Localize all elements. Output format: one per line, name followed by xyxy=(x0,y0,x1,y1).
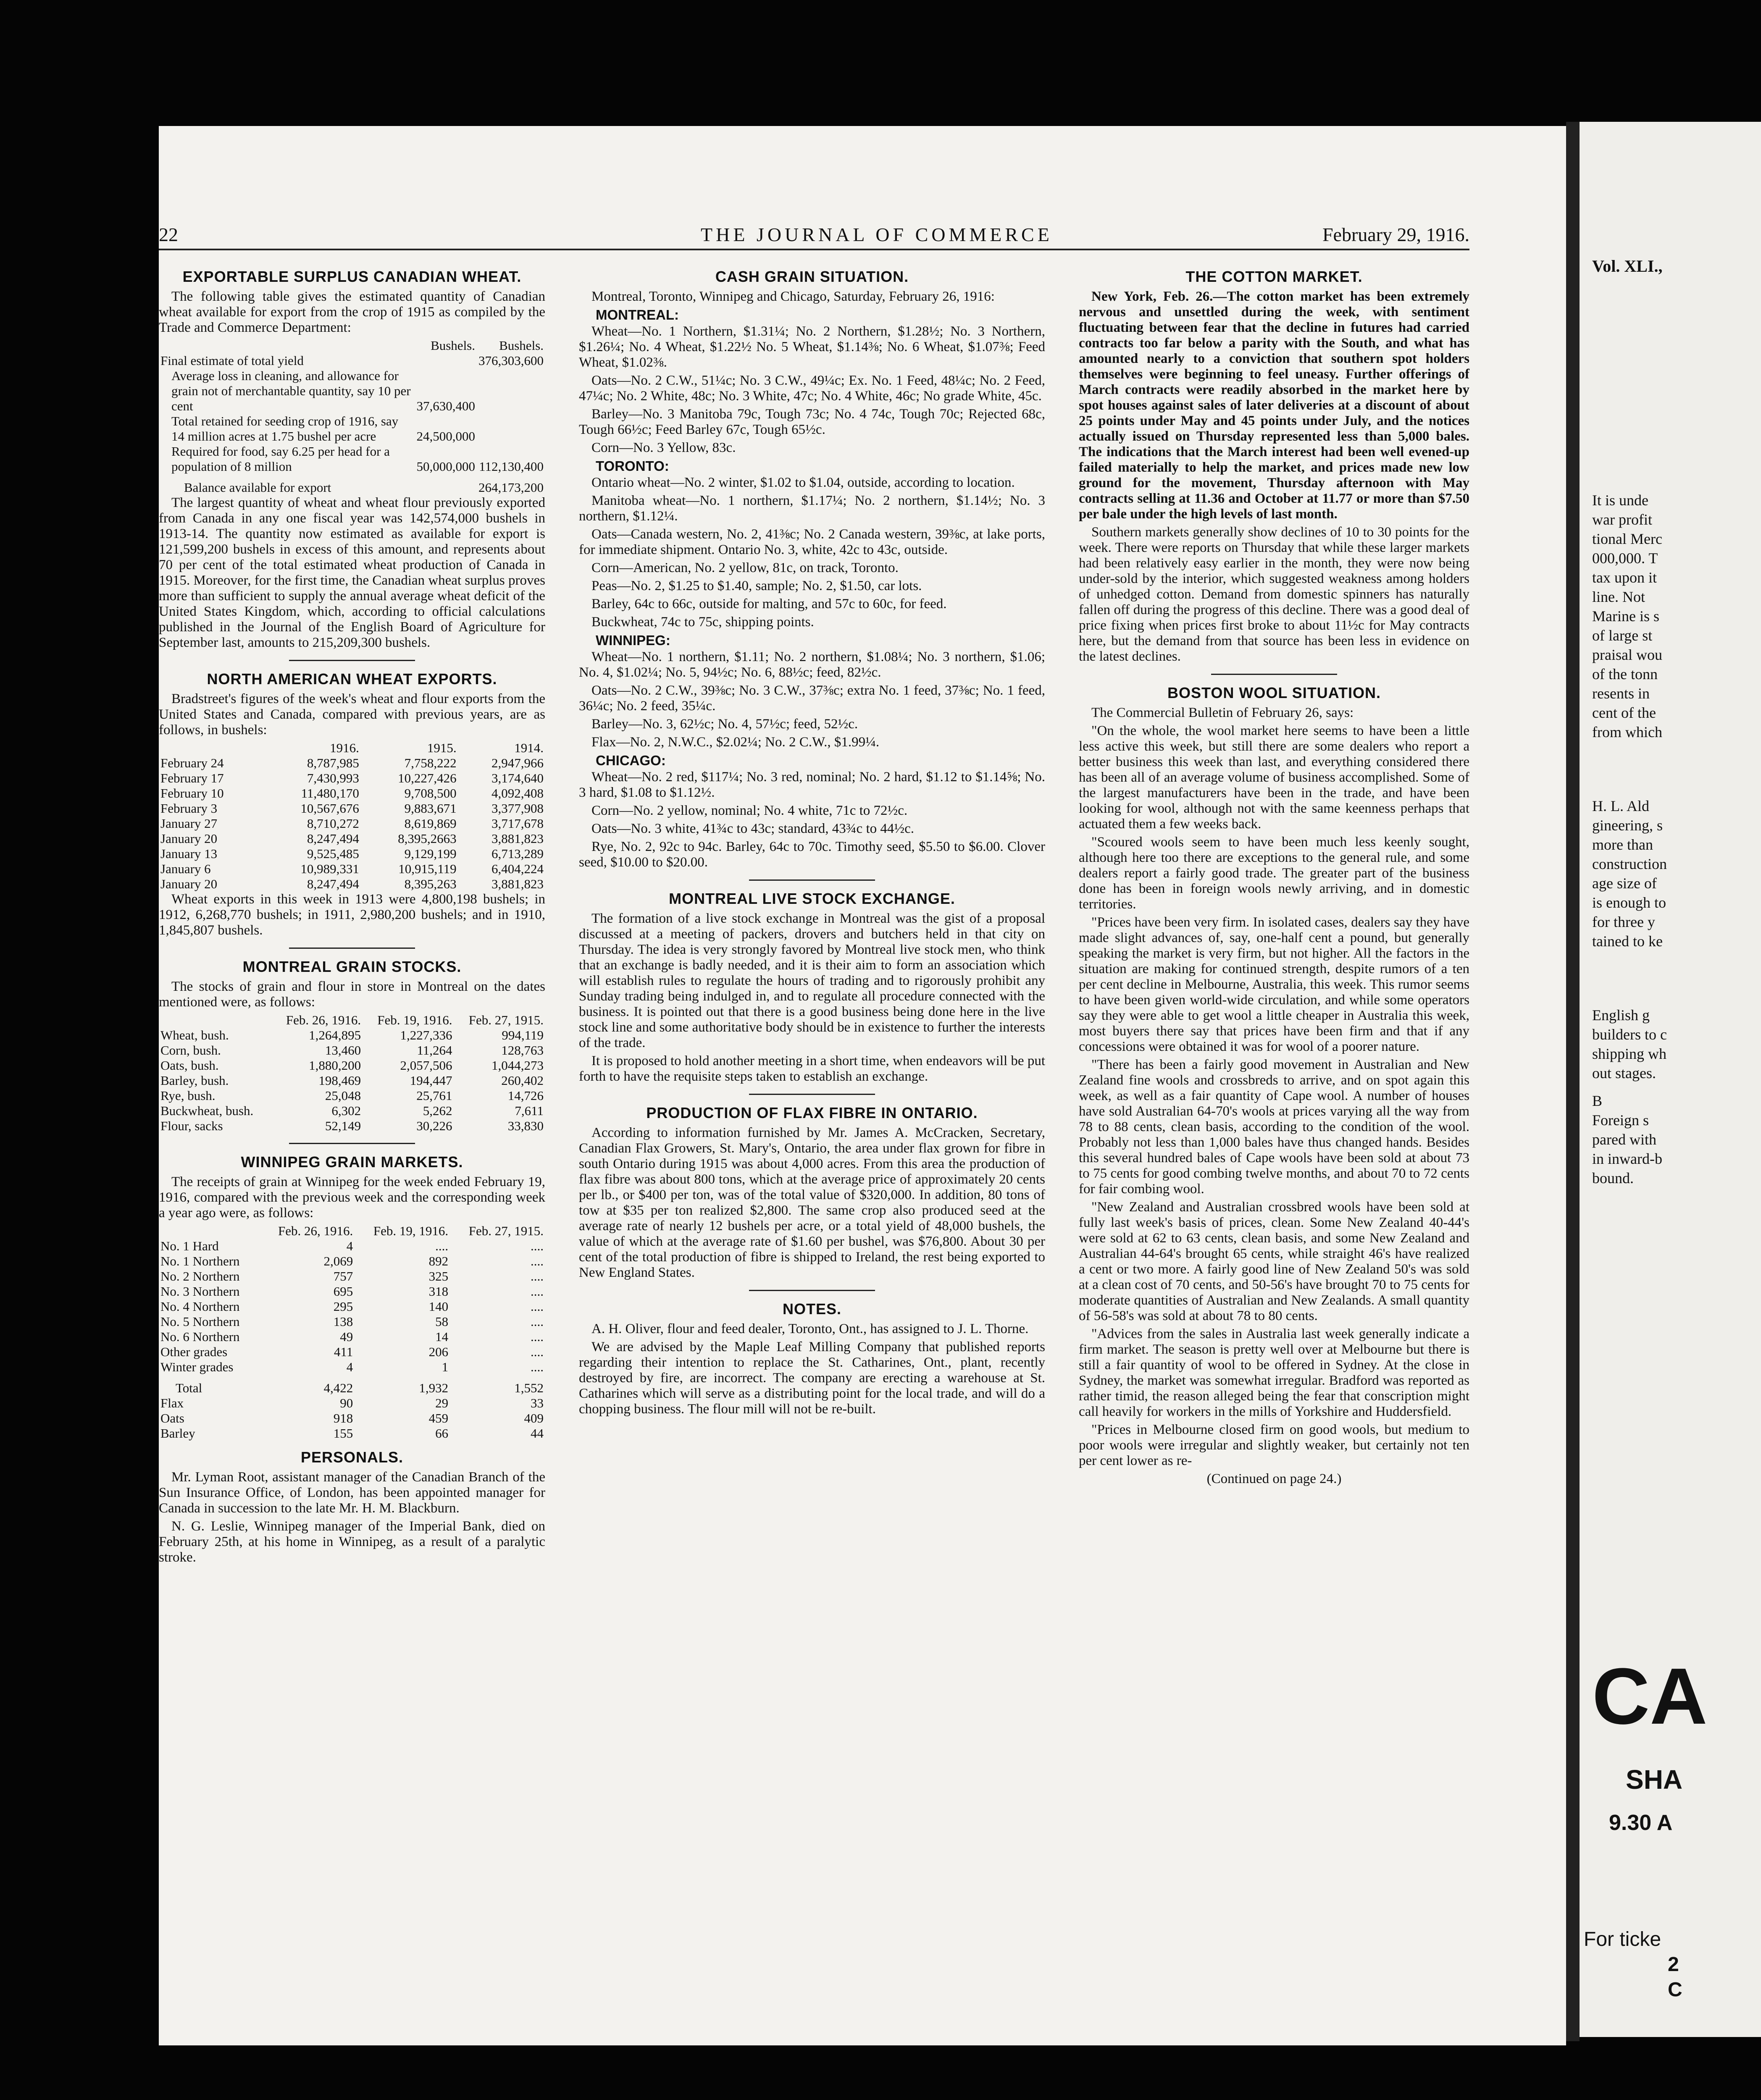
na-exports-heading: NORTH AMERICAN WHEAT EXPORTS. xyxy=(207,670,497,688)
cell: 50,000,000 xyxy=(416,459,475,474)
cell: 13,460 xyxy=(325,1043,361,1058)
cell: 8,619,869 xyxy=(404,816,457,831)
col-head: Feb. 27, 1915. xyxy=(468,1223,544,1238)
table-row xyxy=(159,1118,545,1134)
cell: 14,726 xyxy=(507,1088,544,1103)
cell: January 20 xyxy=(160,831,218,846)
market-line: Oats—No. 2 C.W., 39⅜c; No. 3 C.W., 37⅜c; extra No. 1 feed, 37⅜c; No. 1 feed, 36¼c; No. 2 feed, 35¼c. xyxy=(579,683,1045,714)
cell: 66 xyxy=(435,1426,449,1441)
cell: 4,422 xyxy=(323,1381,353,1395)
next-page-line: line. Not xyxy=(1592,588,1645,605)
cell: Barley, bush. xyxy=(160,1073,229,1088)
table-row xyxy=(159,1103,545,1118)
personals-heading: PERSONALS. xyxy=(300,1449,404,1466)
cell: January 13 xyxy=(160,846,218,861)
cell: .... xyxy=(531,1344,544,1359)
cell: 695 xyxy=(333,1284,353,1299)
exportable-heading: EXPORTABLE SURPLUS CANADIAN WHEAT. xyxy=(182,268,522,285)
wpg-markets-intro: The receipts of grain at Winnipeg for the week ended February 19, 1916, compared with the previous week and the corresponding week a year ago were, as follows: xyxy=(159,1174,545,1221)
divider xyxy=(749,1290,875,1291)
na-exports-intro: Bradstreet's figures of the week's wheat and flour exports from the United States and Canada, compared with previous years, are as follows, in bushels: xyxy=(159,691,545,738)
table-row xyxy=(159,414,545,444)
divider xyxy=(289,660,415,661)
divider xyxy=(289,948,415,949)
next-page-line: It is unde xyxy=(1592,492,1648,509)
table-row xyxy=(159,816,545,831)
cell: Oats xyxy=(160,1411,184,1425)
flax-p1: According to information furnished by Mr. James A. McCracken, Secretary, Canadian Flax Growers, St. Mary's, Ontario, the area under flax grown for fibre in south Ontario during 1915 was about 4,000 acres. From this area the production of flax fibre was about 800 tons, which at the average price of approximately 20 cents per lb., or $400 per ton, was of the total value of $320,000. In addition, 80 tons of tow at $35 per ton realized $2,800. The same crop also produced seed at the average rate of nearly 12 bushels per acre, or a total yield of 48,000 bushels, the value of which at the average rate of $1.60 per bushel, was $76,800. About 30 per cent of the total production of fibre is shipped to Ireland, the rest being exported to New England States. xyxy=(579,1125,1045,1280)
mtl-stocks-intro: The stocks of grain and flour in store in Montreal on the dates mentioned were, as follows: xyxy=(159,979,545,1010)
next-page-line: out stages. xyxy=(1592,1065,1656,1082)
cell: No. 1 Hard xyxy=(160,1239,219,1253)
cell: 140 xyxy=(428,1299,449,1314)
cell: 4,092,408 xyxy=(492,786,544,801)
cell: .... xyxy=(531,1284,544,1299)
cell: 9,708,500 xyxy=(404,786,457,801)
cotton-p1: New York, Feb. 26.—The cotton market has been extremely nervous and unsettled during the week, with sentiment fluctuating between fear that the decline in futures had carried contracts too far below a parity with the South, and what has amounted nearly to a conviction that southern spot holders themselves were beginning to feel uneasy. Further offerings of March contracts were readily absorbed in the market here by spot houses against sales of later deliveries at a discount of about 25 points under May and 45 points under July, and the notices actually issued on Thursday represented less than 5,000 bales. The indications that the March interest had been well evened-up failed materially to help the market, and prices made new low ground for the movement, Thursday afternoon with May contracts selling at 11.36 and October at 11.77 or more than $7.50 per bale under the high levels of last month. xyxy=(1079,289,1469,522)
next-page-line: tional Merc xyxy=(1592,530,1662,547)
live-stock-heading: MONTREAL LIVE STOCK EXCHANGE. xyxy=(669,890,955,907)
row-label: Total retained for seeding crop of 1916, say 14 million acres at 1.75 bushel per acre xyxy=(171,414,399,444)
next-page-line: Foreign s xyxy=(1592,1112,1649,1129)
cell: 376,303,600 xyxy=(478,353,544,368)
next-page-line: English g xyxy=(1592,1007,1650,1024)
cell: 3,174,640 xyxy=(492,771,544,785)
wool-heading: BOSTON WOOL SITUATION. xyxy=(1167,684,1381,701)
next-page-volume: Vol. XLI., xyxy=(1592,257,1663,276)
next-page-line: is enough to xyxy=(1592,894,1666,911)
cell: 9,129,199 xyxy=(404,846,457,861)
divider xyxy=(749,879,875,881)
col-head: Bushels. xyxy=(431,338,475,353)
cell: 6,404,224 xyxy=(492,861,544,876)
personals-p2: N. G. Leslie, Winnipeg manager of the Imperial Bank, died on February 25th, at his home in Winnipeg, as a result of a paralytic stroke. xyxy=(159,1519,545,1565)
cell: 14 xyxy=(435,1329,449,1344)
cell: 3,881,823 xyxy=(492,877,544,891)
cell: 29 xyxy=(435,1396,449,1410)
table-row xyxy=(159,1411,545,1426)
row-label: Required for food, say 6.25 per head for a population of 8 million xyxy=(171,444,390,474)
cell: January 6 xyxy=(160,861,211,876)
cell: No. 4 Northern xyxy=(160,1299,240,1314)
table-row xyxy=(159,1254,545,1269)
page-number: 22 xyxy=(159,224,178,245)
next-page-line: builders to c xyxy=(1592,1026,1667,1043)
mtl-stocks-heading: MONTREAL GRAIN STOCKS. xyxy=(242,958,462,975)
cell: 2,069 xyxy=(323,1254,353,1268)
cell: 198,469 xyxy=(318,1073,361,1088)
next-page-line: for three y xyxy=(1592,914,1655,930)
city-label: WINNIPEG: xyxy=(596,633,670,648)
table-row xyxy=(159,1088,545,1103)
market-line: Oats—No. 2 C.W., 51¼c; No. 3 C.W., 49¼c; Ex. No. 1 Feed, 48¼c; No. 2 Feed, 47¼c; No. 2 White, 48c; No. 3 White, 47c; No. 4 White, 46c; No grade White, 45c. xyxy=(579,373,1045,404)
table-row xyxy=(159,877,545,892)
cell: 409 xyxy=(524,1411,544,1425)
city-label: CHICAGO: xyxy=(596,753,666,768)
next-page-line: war profit xyxy=(1592,511,1652,528)
cell: 411 xyxy=(334,1344,353,1359)
market-line: Corn—No. 2 yellow, nominal; No. 4 white, 71c to 72½c. xyxy=(591,803,908,818)
na-exports-table xyxy=(159,740,545,892)
cell: 24,500,000 xyxy=(416,429,475,444)
market-line: Barley—No. 3, 62½c; No. 4, 57½c; feed, 52½c. xyxy=(591,717,858,732)
cell: 30,226 xyxy=(416,1118,452,1133)
col-head: Bushels. xyxy=(499,338,544,353)
cell: Oats, bush. xyxy=(160,1058,219,1073)
table-row xyxy=(159,1329,545,1344)
next-page-fragment xyxy=(1580,122,1761,2037)
cell: 8,395,2663 xyxy=(398,831,457,846)
continued-note: (Continued on page 24.) xyxy=(1206,1471,1342,1486)
cell: 2,947,966 xyxy=(492,756,544,770)
cell: 44 xyxy=(531,1426,544,1441)
cell: 7,430,993 xyxy=(307,771,359,785)
next-page-line: pared with xyxy=(1592,1131,1656,1148)
cell: 9,883,671 xyxy=(404,801,457,816)
market-line: Ontario wheat—No. 2 winter, $1.02 to $1.04, outside, according to location. xyxy=(591,475,1015,490)
cell: 3,717,678 xyxy=(492,816,544,831)
market-line: Oats—Canada western, No. 2, 41⅜c; No. 2 Canada western, 39⅜c, at lake ports, for immediate shipment. Ontario No. 3, white, 42c to 43c, outside. xyxy=(579,527,1045,557)
wool-p4: "There has been a fairly good movement in Australian and New Zealand fine wools and crossbreds to arrive, and on spot again this week, as well as a fair quantity of Cape wool. A number of houses have sold Australian 64-70's wools at prices varying all the way from 78 to 88 cents, clean basis, according to the condition of the wool. Probably not less than 1,000 bales have thus changed hands. Besides this several hundred bales of Cape wools have been sold at about 73 to 75 cents for good combing twelve months, and about 70 to 72 cents for fair combing wool. xyxy=(1079,1057,1469,1197)
cell: .... xyxy=(531,1239,544,1253)
col-head: 1915. xyxy=(427,740,457,755)
next-page-line: Marine is s xyxy=(1592,608,1659,625)
table-row xyxy=(159,861,545,877)
divider xyxy=(289,1143,415,1144)
column-2 xyxy=(579,260,1045,1420)
table-row xyxy=(159,831,545,846)
table-row xyxy=(159,1058,545,1073)
next-page-ad-ticket: For ticke xyxy=(1584,1928,1661,1950)
cell: 7,758,222 xyxy=(404,756,457,770)
cell: 325 xyxy=(428,1269,449,1284)
cotton-heading: THE COTTON MARKET. xyxy=(1185,268,1363,285)
cell: 10,227,426 xyxy=(398,771,457,785)
cell: 994,119 xyxy=(502,1028,544,1042)
wool-p3: "Prices have been very firm. In isolated cases, dealers say they have made slight advances of, say, one-half cent a pound, but generally speaking the market is very firm, but not higher. All the factors in the situation are making for continued strength, despite rumors of a ten per cent decline in Melbourne, Australia, this week. This rumor seems to have been given world-wide circulation, and while some operators say they were able to get wool a little cheaper in Australia this week, most buyers there say that prices have been firm and that if any concessions were obtained it was for wool of a poorer nature. xyxy=(1079,915,1469,1054)
col-head: Feb. 19, 1916. xyxy=(373,1223,449,1238)
cell: 4 xyxy=(346,1239,353,1253)
table-row xyxy=(159,846,545,861)
market-line: Wheat—No. 1 Northern, $1.31¼; No. 2 Northern, $1.28½; No. 3 Northern, $1.26¼; No. 4 Wheat, $1.22½ No. 5 Wheat, $1.14⅜; No. 6 Wheat, $1.07⅜; Feed Wheat, $1.02⅜. xyxy=(579,324,1045,370)
cell: 264,173,200 xyxy=(478,480,544,495)
cell: 295 xyxy=(333,1299,353,1314)
cell: 1,264,895 xyxy=(309,1028,361,1042)
market-line: Oats—No. 3 white, 41¾c to 43c; standard, 43¾c to 44½c. xyxy=(591,821,915,836)
divider xyxy=(749,1094,875,1095)
wool-p1: "On the whole, the wool market here seems to have been a little less active this week, but still there are some dealers who report a better business this week than last, and everything considered there has been all of an average volume of business accomplished. Some of the largest manufacturers have been in the trade, and have been looking for wool, although not with the same keenness perhaps that actuated them a few weeks back. xyxy=(1079,723,1469,832)
cell: 155 xyxy=(333,1426,353,1441)
next-page-line: of the tonn xyxy=(1592,666,1658,682)
next-page-line: 000,000. T xyxy=(1592,550,1658,567)
table-row xyxy=(159,1360,545,1375)
col-head: Feb. 26, 1916. xyxy=(286,1013,361,1027)
cell: 8,787,985 xyxy=(307,756,359,770)
cell: Other grades xyxy=(160,1344,228,1359)
cell: February 3 xyxy=(160,801,218,816)
table-row xyxy=(159,1284,545,1299)
table-row xyxy=(159,444,545,474)
cell xyxy=(415,353,477,368)
cell: .... xyxy=(531,1329,544,1344)
cell: Winter grades xyxy=(160,1360,234,1374)
cell: No. 5 Northern xyxy=(160,1314,240,1329)
table-row xyxy=(159,1344,545,1360)
cell: 49 xyxy=(340,1329,353,1344)
cell: 8,710,272 xyxy=(307,816,359,831)
cell: February 17 xyxy=(160,771,224,785)
next-page-ad-heading: CA xyxy=(1592,1652,1708,1741)
next-page-line: tax upon it xyxy=(1592,569,1657,586)
next-page-line: in inward-b xyxy=(1592,1150,1662,1167)
cell: 194,447 xyxy=(410,1073,452,1088)
cell: 1,932 xyxy=(419,1381,449,1395)
col-head: 1916. xyxy=(330,740,359,755)
wool-p6: "Advices from the sales in Australia last week generally indicate a firm market. The season is pretty well over at Melbourne but there is still a fair quantity of wool to be offered in Sydney. At the close in Sydney, the market was somewhat irregular. Bradford was reported as rather timid, the reason alleged being the fear that conscription might call heavily for workers in the mills of Yorkshire and Huddersfield. xyxy=(1079,1326,1469,1419)
journal-title: THE JOURNAL OF COMMERCE xyxy=(701,224,1053,245)
cell: 1 xyxy=(442,1360,449,1374)
flax-heading: PRODUCTION OF FLAX FIBRE IN ONTARIO. xyxy=(646,1104,978,1121)
cell: No. 1 Northern xyxy=(160,1254,240,1268)
cell: 25,048 xyxy=(325,1088,361,1103)
cell: 892 xyxy=(428,1254,449,1268)
exportable-intro: The following table gives the estimated quantity of Canadian wheat available for export from the crop of 1915 as compiled by the Trade and Commerce Department: xyxy=(159,289,545,335)
table-row xyxy=(159,353,545,368)
next-page-line: tained to ke xyxy=(1592,933,1663,950)
market-line: Corn—American, No. 2 yellow, 81c, on track, Toronto. xyxy=(591,560,899,575)
cell: 757 xyxy=(333,1269,353,1284)
notes-heading: NOTES. xyxy=(782,1300,841,1318)
market-line: Barley—No. 3 Manitoba 79c, Tough 73c; No. 4 74c, Tough 70c; Rejected 68c, Tough 66½c; Feed Barley 67c, Tough 65½c. xyxy=(579,407,1045,437)
cell: 10,915,119 xyxy=(398,861,457,876)
next-page-line: H. L. Ald xyxy=(1592,798,1650,814)
cell: Total xyxy=(176,1381,202,1395)
cell: 90 xyxy=(340,1396,353,1410)
cell: Buckwheat, bush. xyxy=(160,1103,254,1118)
cell: 1,227,336 xyxy=(400,1028,452,1042)
live-stock-p2: It is proposed to hold another meeting in a short time, when endeavors will be put forth to have the requisite steps taken to establish an exchange. xyxy=(579,1053,1045,1084)
table-row xyxy=(159,1043,545,1058)
next-page-line: praisal wou xyxy=(1592,646,1662,663)
table-row xyxy=(159,1375,545,1396)
next-page-line: from which xyxy=(1592,724,1662,740)
cell: 1,552 xyxy=(514,1381,544,1395)
cell: .... xyxy=(531,1360,544,1374)
cell: 58 xyxy=(435,1314,449,1329)
cell: 11,480,170 xyxy=(301,786,359,801)
cell: 9,525,485 xyxy=(307,846,359,861)
issue-date: February 29, 1916. xyxy=(1322,224,1469,245)
cell xyxy=(415,474,477,495)
city-label: TORONTO: xyxy=(596,458,669,474)
cell: 10,989,331 xyxy=(300,861,359,876)
cell: 11,264 xyxy=(417,1043,452,1058)
table-row xyxy=(159,1426,545,1441)
table-row xyxy=(159,1028,545,1043)
table-row xyxy=(159,801,545,816)
next-page-line: shipping wh xyxy=(1592,1045,1667,1062)
table-row xyxy=(159,1269,545,1284)
next-page-ad-sub: SHA xyxy=(1626,1764,1683,1795)
table-row xyxy=(159,771,545,786)
cell: .... xyxy=(435,1239,449,1253)
cell: 33,830 xyxy=(507,1118,544,1133)
market-line: Rye, No. 2, 92c to 94c. Barley, 64c to 70c. Timothy seed, $5.50 to $6.00. Clover seed, $10.00 to $20.00. xyxy=(579,839,1045,870)
col-head: Feb. 26, 1916. xyxy=(278,1223,353,1238)
wpg-markets-table xyxy=(159,1223,545,1441)
cell xyxy=(477,414,545,444)
cell: February 10 xyxy=(160,786,224,801)
cell: 3,881,823 xyxy=(492,831,544,846)
cell: 206 xyxy=(428,1344,449,1359)
market-line: Wheat—No. 2 red, $117¼; No. 3 red, nominal; No. 2 hard, $1.12 to $1.14⅝; No. 3 hard, $1.08 to $1.12½. xyxy=(579,769,1045,800)
cell: Rye, bush. xyxy=(160,1088,216,1103)
column-3 xyxy=(1079,260,1469,1487)
cell: No. 3 Northern xyxy=(160,1284,240,1299)
cash-grain-intro: Montreal, Toronto, Winnipeg and Chicago, Saturday, February 26, 1916: xyxy=(591,289,995,304)
table-row xyxy=(159,1073,545,1088)
cell: Flour, sacks xyxy=(160,1118,223,1133)
next-page-line: resents in xyxy=(1592,685,1650,702)
cell: 1,044,273 xyxy=(492,1058,544,1073)
book-gutter xyxy=(1566,122,1580,2041)
cell: 4 xyxy=(346,1360,353,1374)
wpg-markets-heading: WINNIPEG GRAIN MARKETS. xyxy=(241,1153,463,1171)
notes-p2: We are advised by the Maple Leaf Milling Company that published reports regarding their intention to replace the St. Catharines, Ont., plant, recently destroyed by fire, are incorrect. The company are erecting a warehouse at St. Catharines which will serve as a distributing point for the local trade, and will do a chopping business. The flour mill will not be re-built. xyxy=(579,1339,1045,1417)
cell: Wheat, bush. xyxy=(160,1028,229,1042)
col-head: Feb. 27, 1915. xyxy=(468,1013,544,1027)
market-line: Barley, 64c to 66c, outside for malting, and 57c to 60c, for feed. xyxy=(591,596,947,612)
cell: .... xyxy=(531,1269,544,1284)
next-page-line: B xyxy=(1592,1092,1603,1109)
wool-p5: "New Zealand and Australian crossbred wools have been sold at fully last week's basis of prices, clean. Some New Zealand 40-44's were sold at 62 to 63 cents, clean basis, and some New Zealand and Australian 44-64's brought 65 cents, while straight 46's have realized a cent or two more. A fairly good line of New Zealand 50's was sold at a clean cost of 70 cents, and 50-56's have brought 70 to 75 cents for moderate quantities of Australian and New Zealands. A small quantity of 56-58's was sold at about 78 to 80 cents. xyxy=(1079,1200,1469,1323)
cell: 1,880,200 xyxy=(309,1058,361,1073)
cotton-p2: Southern markets generally show declines of 10 to 30 points for the week. There were reports on Thursday that while these larger markets had been relatively easy earlier in the month, they were now being under-sold by the interior, which suggested weakness among holders of unhedged cotton. Demand from domestic spinners has naturally fallen off during the progress of this decline. There was a good deal of price fixing when prices first broke to about 11½c for May contracts here, but the demand from that source has been less in evidence on the latest declines. xyxy=(1079,525,1469,664)
cell: 8,247,494 xyxy=(307,831,359,846)
cell: 6,302 xyxy=(331,1103,361,1118)
cell: January 20 xyxy=(160,877,218,891)
table-row xyxy=(159,368,545,414)
cell: Barley xyxy=(160,1426,195,1441)
divider xyxy=(1211,674,1337,675)
next-page-ad-ticket3: C xyxy=(1668,1979,1682,2001)
cell: .... xyxy=(531,1254,544,1268)
table-row xyxy=(159,1239,545,1254)
table-row xyxy=(159,474,545,495)
cell: 459 xyxy=(428,1411,449,1425)
next-page-line: gineering, s xyxy=(1592,817,1663,834)
market-line: Flax—No. 2, N.W.C., $2.02¼; No. 2 C.W., $1.99¼. xyxy=(591,735,880,750)
cell: 25,761 xyxy=(416,1088,452,1103)
market-line: Corn—No. 3 Yellow, 83c. xyxy=(591,440,736,455)
cash-grain-heading: CASH GRAIN SITUATION. xyxy=(715,268,909,285)
cell: 128,763 xyxy=(501,1043,544,1058)
cell: 52,149 xyxy=(325,1118,361,1133)
cell: Corn, bush. xyxy=(160,1043,221,1058)
wool-p2: "Scoured wools seem to have been much less keenly sought, although here too there are exceptions to the general rule, and some dealers report a fairly good trade. The greater part of the business done has been in foreign wools newly arriving, and in domestic territories. xyxy=(1079,835,1469,912)
cell: January 27 xyxy=(160,816,218,831)
cell: 7,611 xyxy=(515,1103,544,1118)
cell: 33 xyxy=(531,1396,544,1410)
exportable-body: The largest quantity of wheat and wheat flour previously exported from Canada in any one fiscal year was 142,574,000 bushels in 1913-14. The quantity now estimated as available for export is 121,599,200 bushels in excess of this amount, and represents about 70 per cent of the total estimated wheat production of Canada in 1915. Moreover, for the first time, the Canadian wheat surplus proves more than sufficient to supply the annual average wheat deficit of the United States Kingdom, which, according to official calculations published in the Journal of the English Board of Agriculture for September last, amounts to 215,209,300 bushels. xyxy=(159,495,545,650)
cell: .... xyxy=(531,1299,544,1314)
cell: .... xyxy=(531,1314,544,1329)
city-label: MONTREAL: xyxy=(596,307,679,323)
cell: 8,247,494 xyxy=(307,877,359,891)
table-row xyxy=(159,1396,545,1411)
market-line: Manitoba wheat—No. 1 northern, $1.17¼; No. 2 northern, $1.14½; No. 3 northern, $1.12¼. xyxy=(579,493,1045,524)
personals-p1: Mr. Lyman Root, assistant manager of the Canadian Branch of the Sun Insurance Office, of London, has been appointed manager for Canada in succession to the late Mr. H. M. Blackburn. xyxy=(159,1470,545,1516)
cell: No. 2 Northern xyxy=(160,1269,240,1284)
na-exports-body: Wheat exports in this week in 1913 were 4,800,198 bushels; in 1912, 6,268,770 bushels; in 1911, 2,980,200 bushels; and in 1910, 1,845,807 bushels. xyxy=(159,892,545,938)
next-page-line: more than xyxy=(1592,836,1653,853)
next-page-ad-time: 9.30 A xyxy=(1609,1811,1673,1835)
cell xyxy=(477,368,545,414)
col-head: 1914. xyxy=(514,740,544,755)
row-label: Average loss in cleaning, and allowance for grain not of merchantable quantity, say 10 per cent xyxy=(171,368,411,413)
table-row xyxy=(159,786,545,801)
market-line: Wheat—No. 1 northern, $1.11; No. 2 northern, $1.08¼; No. 3 northern, $1.06; No. 4, $1.02¼; No. 5, 94½c; No. 6, 88½c; feed, 82½c. xyxy=(579,649,1045,680)
wool-p0: The Commercial Bulletin of February 26, says: xyxy=(1091,705,1354,720)
cell: 318 xyxy=(428,1284,449,1299)
cell: Flax xyxy=(160,1396,184,1410)
next-page-ad-ticket2: 2 xyxy=(1668,1953,1679,1976)
cell: 138 xyxy=(333,1314,353,1329)
cell: 918 xyxy=(333,1411,353,1425)
column-1 xyxy=(159,260,545,1568)
next-page-line: of large st xyxy=(1592,627,1653,644)
next-page-line: bound. xyxy=(1592,1170,1634,1186)
cell: 8,395,263 xyxy=(404,877,457,891)
cell: 6,713,289 xyxy=(492,846,544,861)
cell: 5,262 xyxy=(423,1103,452,1118)
next-page-line: cent of the xyxy=(1592,704,1656,721)
table-row xyxy=(159,1314,545,1329)
table-row xyxy=(159,756,545,771)
cell: 260,402 xyxy=(501,1073,544,1088)
cell: 10,567,676 xyxy=(300,801,359,816)
next-page-line: age size of xyxy=(1592,875,1657,892)
wool-p7: "Prices in Melbourne closed firm on good wools, but medium to poor wools were irregular and slightly weaker, but certainly not ten per cent lower as re- xyxy=(1079,1422,1469,1468)
cell: 37,630,400 xyxy=(416,399,475,413)
live-stock-p1: The formation of a live stock exchange in Montreal was the gist of a proposal discussed at a meeting of packers, drovers and butchers held in that city on Thursday. The idea is very strongly favored by Montreal live stock men, who think that an exchange is badly needed, and it is their aim to form an association which will establish rules to regulate the hours of trading and to rigorously prohibit any Sunday trading being indulged in, and to regulate all procedure connected with the business. It is pointed out that there is a good business being done here in the live stock line and some authoritative body should be in existence to further the interests of the trade. xyxy=(579,911,1045,1050)
notes-p1: A. H. Oliver, flour and feed dealer, Toronto, Ont., has assigned to J. L. Thorne. xyxy=(591,1321,1029,1336)
table-row xyxy=(159,1299,545,1314)
cell: February 24 xyxy=(160,756,224,770)
next-page-line: construction xyxy=(1592,856,1667,872)
exportable-table xyxy=(159,338,545,495)
col-head: Feb. 19, 1916. xyxy=(377,1013,452,1027)
newspaper-page xyxy=(159,126,1566,2045)
header-rule xyxy=(159,249,1469,250)
row-label: Final estimate of total yield xyxy=(160,353,304,368)
cell: 2,057,506 xyxy=(400,1058,452,1073)
mtl-stocks-table xyxy=(159,1013,545,1134)
market-line: Peas—No. 2, $1.25 to $1.40, sample; No. 2, $1.50, car lots. xyxy=(591,578,922,593)
cell: 3,377,908 xyxy=(492,801,544,816)
cell: 112,130,400 xyxy=(479,459,544,474)
market-line: Buckwheat, 74c to 75c, shipping points. xyxy=(591,614,814,630)
cell: No. 6 Northern xyxy=(160,1329,240,1344)
row-label: Balance available for export xyxy=(184,480,331,495)
